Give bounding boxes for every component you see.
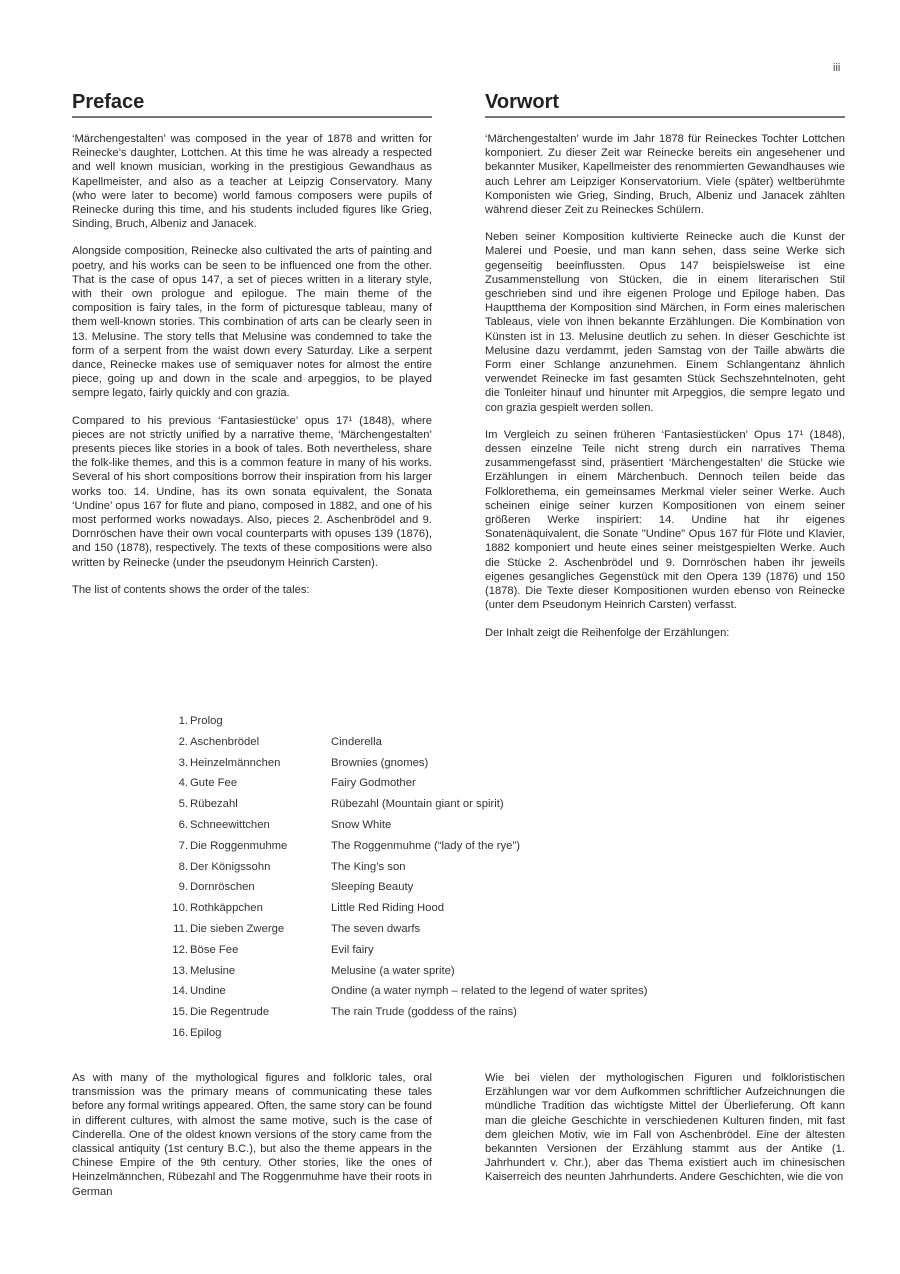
contents-item — [162, 753, 647, 774]
preface-paragraph-5: As with many of the mythological figures and folkloric tales, oral transmission was the primary means of communicating these tales before any formal writings appeared. Often, the same story can be found in different cultures, with almost the same motive, such is the case of Cinderella. One of the oldest known versions of the story came from the classical antiquity (1st century B.C.), but also the theme appears in the Chinese Empire of the 9th century. Other stories, like the ones of Heinzelmännchen, Rübezahl and The Roggenmuhme have their roots in German — [72, 1072, 432, 1198]
contents-item-german-title: Die Regentrude — [190, 1006, 270, 1019]
contents-item-number: 10. — [172, 902, 188, 915]
contents-item — [162, 773, 647, 794]
contents-item — [162, 836, 647, 857]
contents-item-german-title: Die sieben Zwerge — [190, 922, 285, 935]
vorwort-paragraph-5: Wie bei vielen der mythologischen Figuren und folkloristischen Erzählungen war vor dem Aufkommen schriftlicher Aufzeichnungen die mündliche Tradition das wichtigste Mittel der Überlieferung. Oft kann man die gleiche Geschichte in verschiedenen Kulturen finden, mit fast dem gleichen Motiv, wie im Fall von Aschenbrödel. Eine der ältesten bekannten Versionen der Erzählung stammt aus der Antike (1. Jahrhundert v. Chr.), aber das Thema existiert auch im chinesischen Kaiserreich des neunten Jahrhunderts. Andere Geschichten, wie die von — [485, 1072, 845, 1184]
contents-item-english-title: The rain Trude (goddess of the rains) — [331, 1006, 517, 1019]
contents-item — [162, 857, 647, 878]
contents-item-number: 11. — [173, 922, 188, 935]
contents-item-english-title: The Roggenmuhme (“lady of the rye”) — [331, 839, 520, 852]
contents-item — [162, 794, 647, 815]
vorwort-paragraph-2: Neben seiner Komposition kultivierte Reinecke auch die Kunst der Malerei und Poesie, und man kann sehen, dass seine Werke sich gegenseitig beeinflussten. Opus 147 beispielsweise ist eine Zusammenstellung von Stücken, die in einem literarischen Stil geschrieben sind und ihre eigenen Prologe und Epiloge haben. Das Hauptthema der Komposition sind Märchen, in Form eines malerischen Tableaus, viele von ihnen bekannte Erzählungen. Die Kombination von Künsten ist in 13. Melusine deutlich zu sehen. In dieser Geschichte ist Melusine dazu verdammt, jeden Samstag von der Taille abwärts die Form einer Schlange anzunehmen. Einem Schlangentanz ähnlich verwendet Reinecke im fast gesamten Stück Sechszehntelnoten, geht die Tonleiter hinauf und hinunter mit Arpeggios, die sempre legato und con grazia gespielt werden sollen. — [485, 231, 845, 414]
contents-item — [162, 981, 647, 1002]
contents-item-english-title: Fairy Godmother — [331, 777, 416, 790]
contents-item-number: 6. — [178, 818, 188, 831]
contents-item-number: 12. — [172, 943, 188, 956]
contents-item — [162, 961, 647, 982]
contents-item-number: 5. — [178, 798, 188, 811]
contents-item — [162, 898, 647, 919]
contents-item-english-title: Ondine (a water nymph – related to the legend of water sprites) — [331, 985, 648, 998]
contents-item-german-title: Aschenbrödel — [190, 735, 260, 748]
contents-item-number: 14. — [172, 985, 188, 998]
contents-item-number: 7. — [178, 839, 188, 852]
contents-item — [162, 732, 647, 753]
contents-item — [162, 919, 647, 940]
preface-heading: Preface — [72, 91, 432, 118]
contents-item-english-title: Rübezahl (Mountain giant or spirit) — [331, 798, 504, 811]
contents-item-english-title: Little Red Riding Hood — [331, 902, 445, 915]
contents-item-number: 3. — [178, 756, 188, 769]
contents-item-english-title: The seven dwarfs — [331, 922, 421, 935]
contents-item-german-title: Gute Fee — [190, 777, 238, 790]
contents-item-number: 2. — [178, 735, 188, 748]
preface-paragraph-2: Alongside composition, Reinecke also cultivated the arts of painting and poetry, and his works can be seen to be influenced one from the other. That is the case of opus 147, a set of pieces written in a literary style, with their own prologue and epilogue. The main theme of the composition is fairy tales, in the form of picturesque tableau, many of them well-known stories. This combination of arts can be clearly seen in 13. Melusine. The story tells that Melusine was condemned to take the form of a serpent from the waist down every Saturday. Like a serpent dance, Reinecke makes use of semiquaver notes for almost the entire piece, going up and down in the scale and arpeggios, to be played sempre legato, fairly quickly and con grazia. — [72, 245, 432, 400]
vorwort-section — [485, 91, 845, 653]
contents-item-english-title: Brownies (gnomes) — [331, 756, 429, 769]
contents-item-number: 4. — [178, 777, 188, 790]
contents-item-german-title: Rübezahl — [190, 798, 238, 811]
contents-item-number: 9. — [178, 881, 188, 894]
contents-item-number: 16. — [172, 1026, 188, 1039]
contents-item — [162, 877, 647, 898]
contents-item-english-title: Evil fairy — [331, 943, 374, 956]
contents-item-german-title: Der Königssohn — [190, 860, 271, 873]
contents-item-german-title: Dornröschen — [190, 881, 255, 894]
contents-item-english-title: Cinderella — [331, 735, 382, 748]
contents-item-german-title: Rothkäppchen — [190, 902, 263, 915]
contents-item-english-title: Sleeping Beauty — [331, 881, 414, 894]
vorwort-continuation — [485, 1071, 845, 1185]
contents-item-german-title: Melusine — [190, 964, 236, 977]
contents-item-number: 1. — [178, 715, 188, 727]
contents-item-german-title: Böse Fee — [190, 943, 239, 956]
contents-item — [162, 815, 647, 836]
contents-item-german-title: Prolog — [190, 715, 223, 727]
contents-item-english-title: The King’s son — [331, 860, 406, 873]
contents-item-number: 13. — [172, 964, 188, 977]
contents-item — [162, 940, 647, 961]
preface-paragraph-1: ‘Märchengestalten’ was composed in the year of 1878 and written for Reinecke’s daughter, Lottchen. At this time he was already a respected and well known musician, working in the prestigious Gewandhaus as Kapellmeister, and also as a teacher at Leipzig Conservatory. Many (who were later to become) world famous composers were pupils of Reinecke during this time, and his students included figures like Grieg, Sinding, Bruch, Albeniz and Janacek. — [72, 133, 432, 231]
contents-item-english-title: Melusine (a water sprite) — [331, 964, 455, 977]
contents-item — [162, 1023, 647, 1044]
vorwort-heading: Vorwort — [485, 91, 845, 118]
contents-item-german-title: Heinzelmännchen — [190, 756, 281, 769]
contents-item — [162, 1002, 647, 1023]
preface-continuation — [72, 1071, 432, 1199]
contents-list — [162, 711, 647, 1044]
preface-section — [72, 91, 432, 610]
vorwort-paragraph-4: Der Inhalt zeigt die Reihenfolge der Erzählungen: — [485, 626, 730, 639]
contents-item-number: 8. — [178, 860, 188, 873]
vorwort-paragraph-3: Im Vergleich zu seinen früheren ‘Fantasiestücken’ Opus 17¹ (1848), dessen einzelne Teile nicht streng durch ein narratives Thema zusammengefasst sind, präsentiert ‘Märchengestalten’ die Stücke wie Erzählungen in einem Märchenbuch. Dennoch teilen beide das Folklorethema, ein gemeinsames Merkmal vieler seiner Werke. Auch scheinen einige seiner kurzen Kompositionen von einem seiner größeren Werke inspiriert: 14. Undine hat ihr eigenes Sonatenäquivalent, die Sonate "Undine" Opus 167 für Flöte und Klavier, 1882 komponiert und heute eines seiner meistgespielten Werke. Auch die Stücke 2. Aschenbrödel und 9. Dornröschen haben ihr jeweils eigenes gesangliches Gegenstück mit den Opera 139 (1876) und 150 (1878). Die Texte dieser Kompositionen wurden ebenso von Reinecke (unter dem Pseudonym Heinrich Carsten) verfasst. — [485, 428, 845, 612]
contents-item — [162, 711, 647, 732]
page-number: iii — [833, 62, 841, 74]
contents-item-german-title: Epilog — [190, 1026, 222, 1039]
preface-paragraph-4: The list of contents shows the order of the tales: — [72, 583, 310, 596]
contents-item-english-title: Snow White — [331, 818, 392, 831]
contents-item-number: 15. — [172, 1006, 188, 1019]
vorwort-paragraph-1: ‘Märchengestalten’ wurde im Jahr 1878 für Reineckes Tochter Lottchen komponiert. Zu dieser Zeit war Reinecke bereits ein angesehener und bekannter Musiker, Kapellmeister des renommierten Gewandhauses wie auch Lehrer am Leipziger Konservatorium. Viele (später) weltberühmte Komponisten wie Grieg, Sinding, Bruch, Albeniz und Janacek zählten während dieser Zeit zu Reineckes Schülern. — [485, 133, 845, 217]
preface-paragraph-3: Compared to his previous ‘Fantasiestücke’ opus 17¹ (1848), where pieces are not strictly unified by a narrative theme, ‘Märchengestalten’ presents pieces like stories in a book of tales. Both nevertheless, share the folk-like themes, and this is a common feature in many of his works. Several of his short compositions borrow their inspiration from his larger works too. 14. Undine, has its own sonata equivalent, the Sonata ‘Undine’ opus 167 for flute and piano, composed in 1882, and one of his most performed works nowadays. Also, pieces 2. Aschenbrödel and 9. Dornröschen have their own vocal counterparts with opuses 139 (1876), and 150 (1878), respectively. The texts of these compositions were also written by Reinecke (under the pseudonym Heinrich Carsten). — [72, 414, 432, 569]
contents-item-german-title: Undine — [190, 985, 226, 998]
contents-item-german-title: Schneewittchen — [190, 818, 270, 831]
contents-item-german-title: Die Roggenmuhme — [190, 839, 288, 852]
